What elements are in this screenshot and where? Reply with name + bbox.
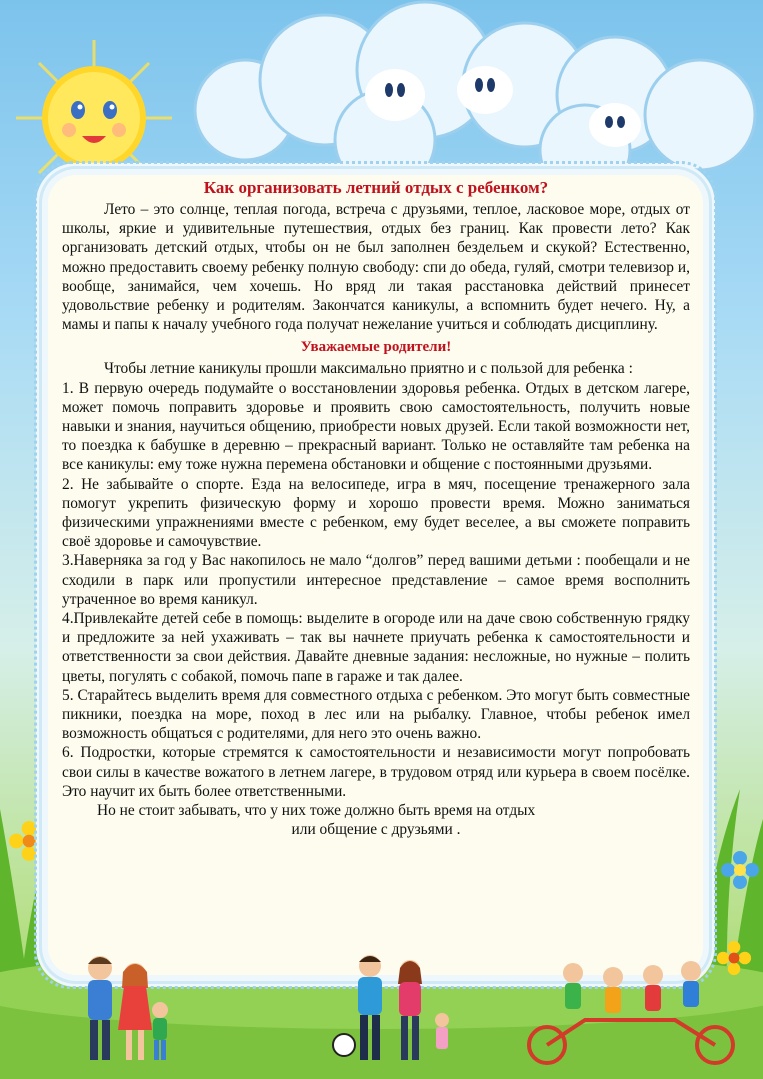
closing-line-2: или общение с друзьями . — [291, 821, 461, 839]
page-title: Как организовать летний отдых с ребенком? — [203, 178, 549, 197]
list-item-1: 1. В первую очередь подумайте о восстановлении здоровья ребенка. Отдых в детском лагере, может помочь поправить здоровье и проявить свою самостоятельность, получить новые навыки и знания, научиться общению, приобрести новых друзей. Если такой возможности нет, то поездка к бабушке в деревню – прекрасный вариант. Только не оставляйте там ребенка на все каникулы: ему тоже нужна перемена обстановки и общение с постоянными друзьями. — [62, 379, 690, 474]
intro-paragraph: Лето – это солнце, теплая погода, встреча с друзьями, теплое, ласковое море, отдых от школы, яркие и удивительные путешествия, отдых без границ. Как провести лето? Как организовать детский отдых, чтобы он не был заполнен бездельем и скукой? Естественно, можно предоставить своему ребенку полную свободу: спи до обеда, гуляй, смотри телевизор и, вообще, занимайся, чем хочешь. Но вряд ли такая расстановка действий принесет удовольствие ребенку и родителям. Закончатся каникулы, а вспомнить будет нечего. Ну, а мамы и папы к началу учебного года получат нежелание учиться и соблюдать дисциплину. — [62, 201, 690, 334]
lead-paragraph: Чтобы летние каникулы прошли максимально приятно и с пользой для ребенка : — [104, 360, 633, 378]
list-item-6: 6. Подростки, которые стремятся к самостоятельности и независимости могут попробовать свои силы в качестве вожатого в летнем лагере, в трудовом отряд или курьера в своем посёлке. Это научит их быть более ответственными. — [62, 744, 690, 800]
closing-line-1: Но не стоит забывать, что у них тоже должно быть время на отдых — [97, 802, 536, 820]
family-icon — [60, 950, 180, 1070]
sports-family-icon — [330, 950, 460, 1075]
list-item-3: 3.Наверняка за год у Вас накопилось не мало “долгов” перед вашими детьми : пообещали и не сходили в парк или пропустили интересное представление – самое время восполнить утраченное во время каникул. — [62, 552, 690, 608]
document-body — [62, 178, 690, 840]
list-item-4: 4.Привлекайте детей себе в помощь: выделите в огороде или на даче свою собственную грядку и предложите за ней ухаживать – так вы начнете приучать ребенка к самостоятельности и ответственности за свои действия. Давайте дневные задания: несложные, но нужные – полить цветы, погулять с собакой, помочь папе в гараже и так далее. — [62, 610, 690, 685]
list-item-5: 5. Старайтесь выделить время для совместного отдыха с ребенком. Это могут быть совместные пикники, поездка на море, поход в лес или на рыбалку. Главное, чтобы ребенок имел возможность общаться с родителями, для него это очень важно. — [62, 686, 690, 743]
list-item-2: 2. Не забывайте о спорте. Езда на велосипеде, игра в мяч, посещение тренажерного зала помогут укрепить физическую форму и хорошо провести время. Можно заниматься физическими упражнениями вместе с ребенком, ему будет веселее, а вы сможете поправить своё здоровье и самочувствие. — [62, 475, 690, 551]
cyclists-icon — [525, 945, 740, 1070]
flower-icon — [720, 850, 760, 890]
section-heading: Уважаемые родители! — [300, 339, 452, 356]
